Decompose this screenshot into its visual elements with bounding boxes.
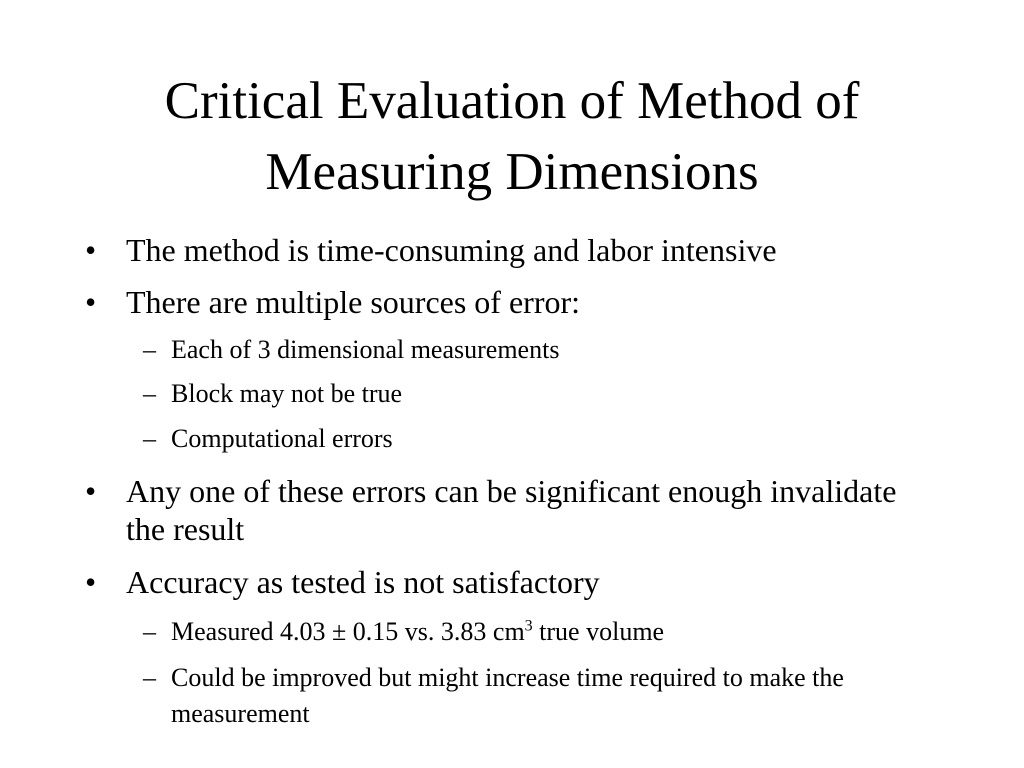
sub-bullet-marker: – bbox=[143, 617, 156, 646]
bullet-text: The method is time-consuming and labor intensive bbox=[126, 232, 777, 268]
sub-bullet-item bbox=[143, 614, 933, 650]
bullet-text: There are multiple sources of error: bbox=[126, 284, 581, 320]
bullet-marker: • bbox=[85, 473, 97, 509]
bullet-text: Accuracy as tested is not satisfactory bbox=[126, 564, 600, 600]
sub-bullet-item bbox=[143, 332, 933, 368]
bullet-text: Any one of these errors can be significant enough invalidate the result bbox=[126, 473, 897, 547]
sub-bullet-item bbox=[143, 421, 933, 457]
sub-bullet-text: Block may not be true bbox=[171, 379, 403, 408]
bullet-item bbox=[85, 231, 935, 269]
slide-title-line-2: Measuring Dimensions bbox=[265, 143, 759, 201]
sub-bullet-marker: – bbox=[143, 424, 156, 453]
sub-bullet-text: Could be improved but might increase time required to make the measurement bbox=[171, 663, 844, 728]
sub-bullet-text bbox=[171, 614, 933, 650]
bullet-item bbox=[85, 283, 935, 321]
sub-bullet-marker: – bbox=[143, 663, 156, 692]
sub-bullet-item bbox=[143, 660, 933, 732]
measured-text: Measured 4.03 ± 0.15 vs. 3.83 cm bbox=[171, 617, 525, 646]
true-volume-text: true volume bbox=[532, 617, 665, 646]
sub-bullet-marker: – bbox=[143, 379, 156, 408]
sub-bullet-text: Computational errors bbox=[171, 424, 393, 453]
sub-bullet-item bbox=[143, 376, 933, 412]
bullet-item bbox=[85, 563, 935, 601]
bullet-item bbox=[85, 472, 935, 548]
slide-title-line-1: Critical Evaluation of Method of bbox=[164, 72, 860, 130]
sub-bullet-marker: – bbox=[143, 335, 156, 364]
volume-unit-superscript: 3 bbox=[524, 617, 533, 635]
bullet-marker: • bbox=[85, 284, 97, 320]
sub-bullet-text: Each of 3 dimensional measurements bbox=[171, 335, 560, 364]
bullet-marker: • bbox=[85, 232, 97, 268]
bullet-marker: • bbox=[85, 564, 97, 600]
